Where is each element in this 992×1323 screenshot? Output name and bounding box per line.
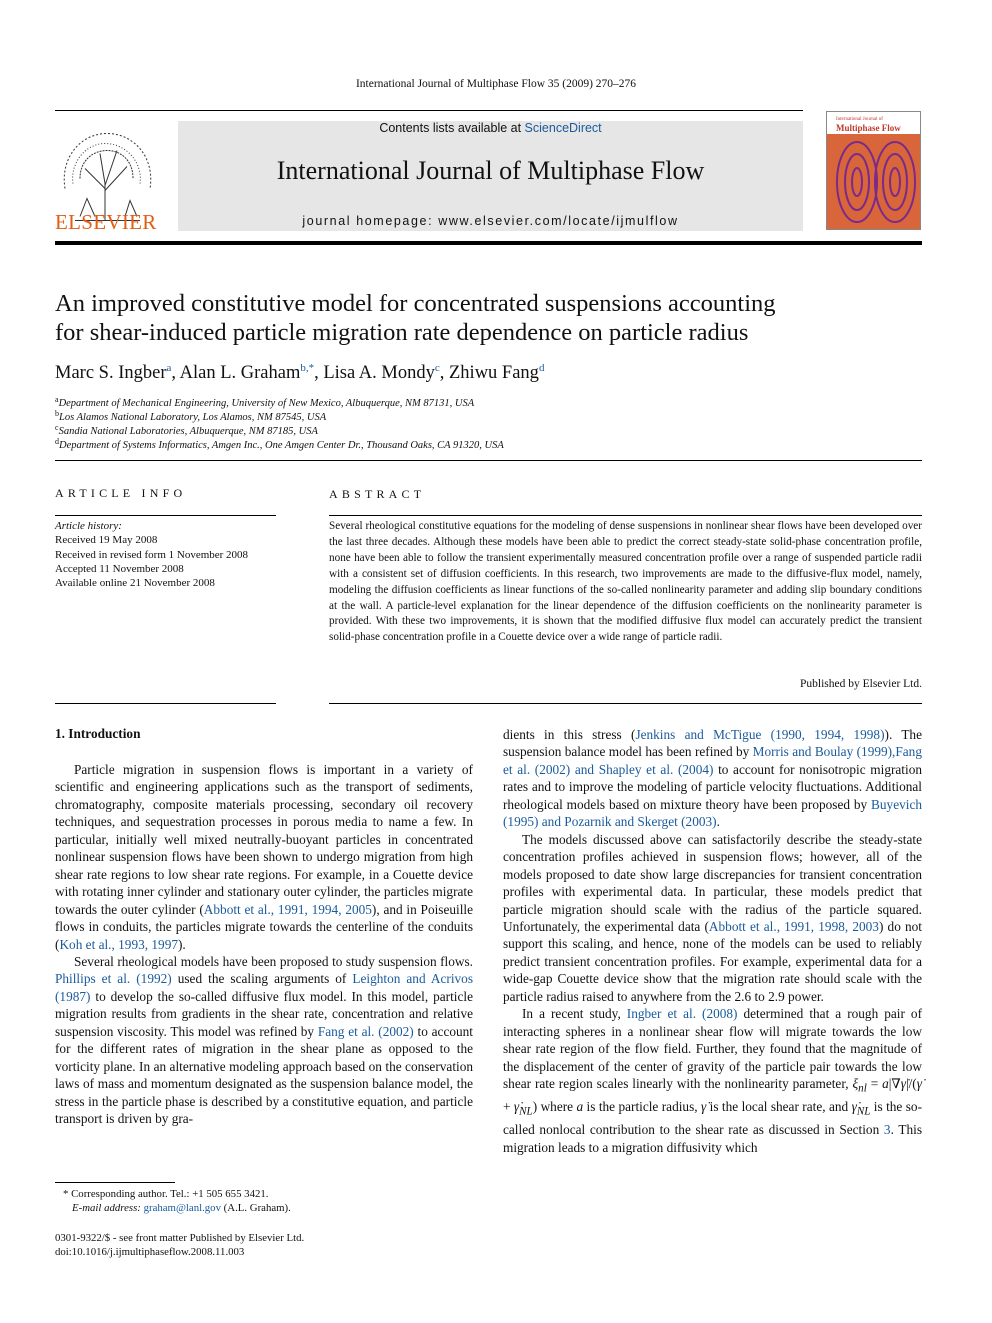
history-label: Article history: (55, 520, 122, 532)
contents-prefix: Contents lists available at (379, 121, 525, 135)
abstract-heading: ABSTRACT (329, 487, 426, 501)
abstract-rule (329, 515, 922, 516)
doi-line: doi:10.1016/j.ijmultiphaseflow.2008.11.003 (55, 1246, 245, 1258)
header-rule (55, 110, 803, 111)
reference-link[interactable]: Leighton and Acrivos (1987) (55, 971, 473, 1004)
author-affil-sup[interactable]: c (434, 362, 440, 374)
cover-small-text: International Journal of (836, 117, 883, 122)
author-separator: , (439, 363, 449, 383)
author-list (55, 362, 925, 384)
body-paragraph: dients in this stress (Jenkins and McTigue (1990, 1994, 1998)). The suspension balance model has been refined by Morris and Boulay (1999),Fang et al. (2002) and Shapley et al. (2004) to account for nonisotropic migration rates and to improve the modeling of particle velocity fluctuations. Additional rheological models based on mixture theory have been proposed by Buyevich (1995) and Pozarnik and Skerget (2003). (503, 727, 922, 830)
footnote-rule (55, 1182, 175, 1183)
history-entry: Accepted 11 November 2008 (55, 562, 184, 575)
corresponding-author-note: * Corresponding author. Tel.: +1 505 655 3421. (63, 1188, 269, 1200)
body-paragraph: Several rheological models have been proposed to study suspension flows. Phillips et al. (1992) used the scaling arguments of Leighton and Acrivos (1987) to develop the so-called diffusive flux model. In this model, particle migration results from gradients in the shear rate, concentration and relative suspension viscosity. This model was refined by Fang et al. (2002) to account for the different rates of migration in the shear plane as opposed to the vorticity plane. In an alternative modeling approach based on the conservation laws of mass and momentum designated as the suspension balance model, the stress in the particle phase is described by a constitutive equation, and particle transport is driven by gra- (55, 953, 473, 1127)
section-link[interactable]: 3 (883, 1122, 891, 1138)
elsevier-logo-text: ELSEVIER (55, 210, 157, 234)
sciencedirect-link[interactable]: ScienceDirect (524, 121, 602, 135)
abstract-bottom-rule (329, 703, 922, 704)
affiliation-text: Department of Mechanical Engineering, University of New Mexico, Albuquerque, NM 87131, USA (58, 398, 475, 409)
contents-line (178, 121, 803, 135)
body-paragraph: Particle migration in suspension flows is important in a variety of scientific and engineering applications such as the transport of sediments, chromatography, composite materials processing, secondary oil recovery techniques, and sequestration processes in porous media to name a few. In particular, initially well mixed neutrally-buoyant particles in concentrated nonlinear suspension flows have been shown to undergo migration from high shear rate regions to low shear rate regions. For example, in a Couette device with rotating inner cylinder and stationary outer cylinder, the particles migrate towards the outer cylinder (Abbott et al., 1991, 1994, 2005), and in Poiseuille flows in conduits, the particles migrate towards the centerline of the conduits (Koh et al., 1993, 1997). (55, 762, 474, 952)
journal-citation: International Journal of Multiphase Flow 35 (2009) 270–276 (355, 78, 637, 90)
email-link[interactable]: graham@lanl.gov (143, 1202, 221, 1214)
author-affil-sup[interactable]: a (166, 362, 172, 374)
affiliation (55, 423, 318, 437)
section-heading-introduction: 1. Introduction (55, 726, 141, 741)
journal-cover-thumbnail (826, 111, 921, 230)
reference-link[interactable]: Buyevich (1995) and Pozarnik and Skerget (2003) (503, 796, 922, 830)
email-label: E-mail address: (72, 1202, 144, 1214)
history-entry: Available online 21 November 2008 (55, 577, 215, 590)
reference-link[interactable]: Abbott et al., 1991, 1994, 2005 (203, 901, 372, 917)
affiliation-sup: c (55, 423, 59, 432)
author-separator: , (171, 363, 180, 383)
footnotes (63, 1187, 473, 1215)
affiliation-text: Sandia National Laboratories, Albuquerque, NM 87185, USA (58, 426, 318, 437)
affiliation-sup: d (55, 437, 59, 446)
body-column-right (503, 726, 922, 1156)
published-by: Published by Elsevier Ltd. (799, 678, 922, 690)
affiliation (55, 437, 504, 451)
journal-homepage[interactable]: journal homepage: www.elsevier.com/locate/ijmulflow (302, 214, 679, 228)
reference-link[interactable]: Fang et al. (2002) (317, 1023, 414, 1039)
front-matter-rule (55, 460, 922, 461)
affiliation-text: Department of Systems Informatics, Amgen Inc., One Amgen Center Dr., Thousand Oaks, CA 91320, USA (59, 440, 504, 451)
author-name: Lisa A. Mondy (323, 363, 435, 383)
author-affil-sup[interactable]: b,* (300, 362, 315, 374)
affiliation-sup: a (55, 395, 59, 404)
history-entry: Received 19 May 2008 (55, 534, 158, 547)
author-name: Alan L. Graham (179, 363, 301, 383)
issn-line: 0301-9322/$ - see front matter Published by Elsevier Ltd. (55, 1232, 305, 1244)
body-column-left (55, 761, 473, 1128)
author-separator: , (314, 363, 324, 383)
article-title (55, 289, 925, 347)
article-info-bottom-rule (55, 703, 276, 704)
affiliation (55, 409, 326, 423)
body-paragraph: In a recent study, Ingber et al. (2008) determined that a rough pair of interacting spheres in a nonlinear shear flow will migrate towards the low shear rate region of the flow field. Further, they found that the magnitude of the displacement of the center of gravity of the particle pair towards the low shear rate region scales linearly with the nonlinearity parameter, $\xi_{nl}$ = a|∇γ̇|/(γ̇ + $\gammȧ_{NL}$) where a is the particle radius, γ̇ is the local shear rate, and $\gammȧ_{NL}$ is the so-called nonlocal contribution to the shear rate as discussed in Section 3. This migration leads to a migration diffusivity which (503, 1006, 922, 1155)
publication-ids (55, 1231, 475, 1259)
affiliation (55, 395, 474, 409)
history-entry: Received in revised form 1 November 2008 (55, 548, 249, 561)
article-info-rule (55, 515, 276, 516)
author-affil-sup[interactable]: d (538, 362, 545, 374)
journal-title: International Journal of Multiphase Flow (276, 156, 705, 185)
author-name: Marc S. Ingber (55, 363, 167, 383)
article-title-line-1: An improved constitutive model for concentrated suspensions accounting (55, 290, 776, 317)
reference-link[interactable]: Phillips et al. (1992) (55, 971, 172, 987)
reference-link[interactable]: Morris and Boulay (1999),Fang et al. (2002) and Shapley et al. (2004) (503, 744, 922, 777)
affiliation-sup: b (55, 409, 59, 418)
reference-link[interactable]: Ingber et al. (2008) (626, 1006, 738, 1022)
affiliation-text: Los Alamos National Laboratory, Los Alamos, NM 87545, USA (59, 412, 327, 423)
reference-link[interactable]: Koh et al., 1993, 1997 (59, 936, 178, 952)
header-thick-rule (55, 241, 922, 245)
author-name: Zhiwu Fang (449, 363, 539, 383)
reference-link[interactable]: Jenkins and McTigue (1990, 1994, 1998) (635, 727, 885, 742)
reference-link[interactable]: Abbott et al., 1991, 1998, 2003 (708, 918, 879, 934)
article-info-heading: ARTICLE INFO (55, 486, 187, 500)
body-paragraph: The models discussed above can satisfactorily describe the steady-state concentration profiles achieved in suspension flows; however, all of the models proposed to date show large discrepancies for transient concentration profiles with experimental data. In particular, these models predict that particle migration should scale with the radius of the particle squared. Unfortunately, the experimental data (Abbott et al., 1991, 1998, 2003) do not support this scaling, and hence, none of the models can be used to reliably predict transient concentration profiles. For example, experimental data for a wide-gap Couette device show that the migration rate should scale with the particle radius raised to anywhere from the 2.6 to 2.9 power. (503, 831, 922, 1004)
article-title-line-2: for shear-induced particle migration rate dependence on particle radius (55, 319, 749, 346)
cover-title: Multiphase Flow (836, 123, 901, 133)
article-history (55, 519, 280, 590)
email-suffix: (A.L. Graham). (220, 1202, 291, 1214)
abstract-text: Several rheological constitutive equations for the modeling of dense suspensions in nonlinear shear flows have been developed over the last three decades. Although these models have been able to predict the correct steady-state solid-phase concentration profile, none have been able to follow the transient experimentally measured concentration profile over a range of suspended particle radii with a consistent set of diffusion coefficients. In this research, two improvements are made to the diffusive-flux model, namely, modeling the diffusion coefficients as linear functions of the so-called nonlinearity parameter and adding slip boundary conditions at the wall. A particle-level explanation for the linear dependence of the diffusion coefficients on the nonlinearity parameter is provided. With these two improvements, it is shown that the modified diffusive flux model can accurately predict the transient solid-phase concentration profile in a Couette device over a wide range of particle radii. (329, 520, 922, 644)
